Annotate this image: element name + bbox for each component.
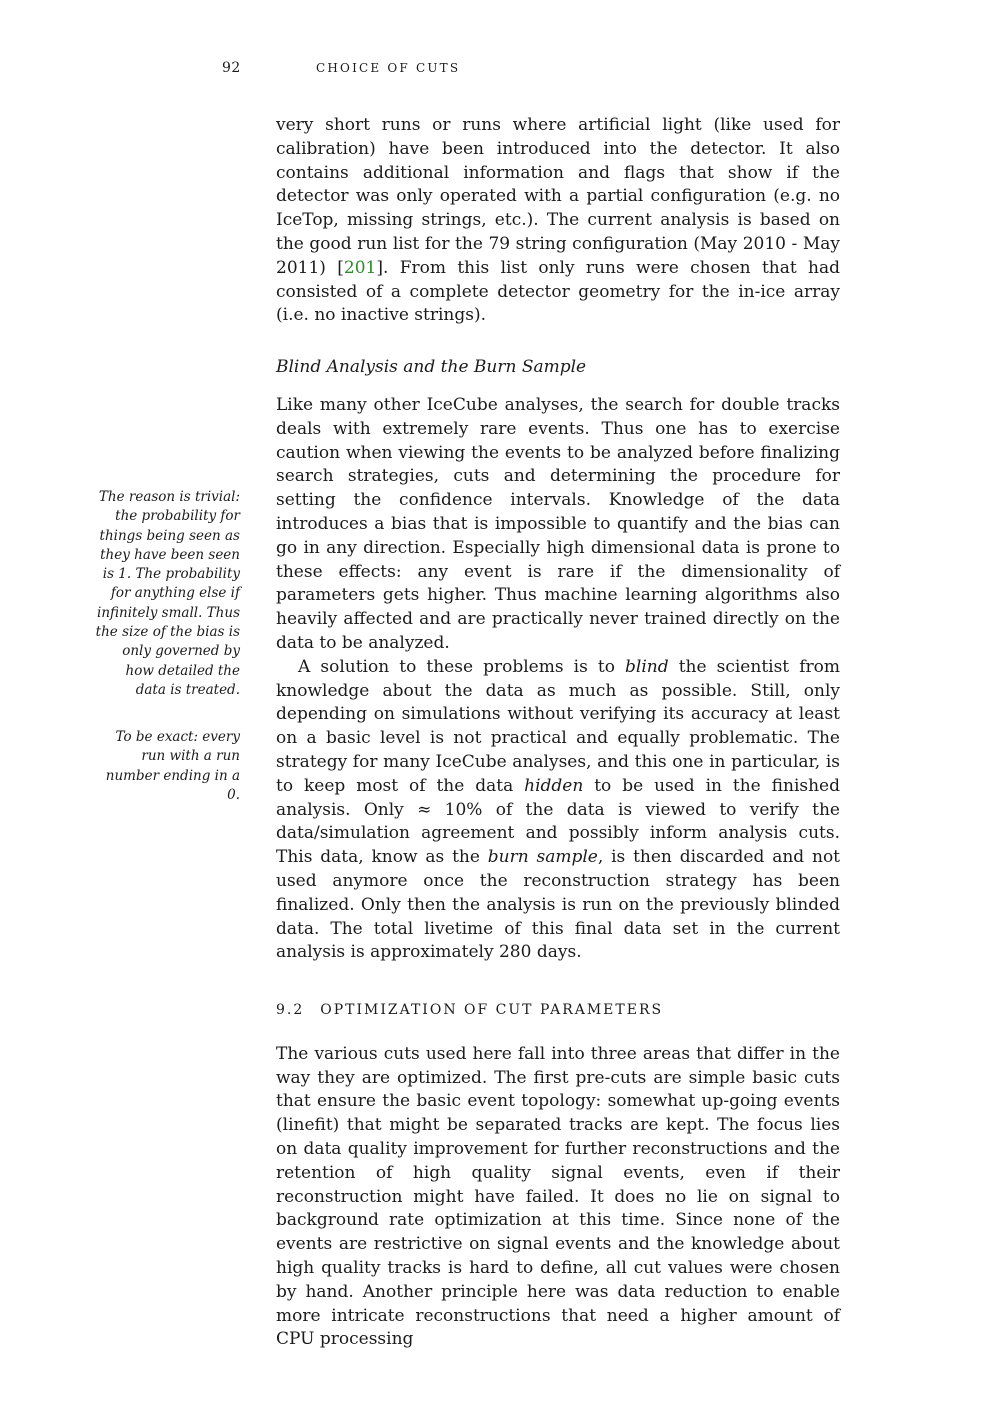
emphasis-blind: blind (625, 656, 669, 677)
citation-link[interactable]: 201 (343, 257, 377, 278)
running-header: CHOICE OF CUTS (316, 61, 461, 75)
paragraph-blind-analysis: Like many other IceCube analyses, the search for double tracks deals with extremely rare events. Thus one has to exercise caution when viewing the events to be analyzed before finalizing search strategies, cuts and determining the procedure for setting the confidence intervals. Knowledge of the data introduces a bias that is impossible to quantify and the bias can go in any direction. Especially high dimensional data is prone to these effects: any event is rare if the dimensionality of parameters gets higher. Thus machine learning algorithms also heavily affected and are practically never trained directly on the data to be analyzed. (276, 394, 840, 653)
margin-note-run-number: To be exact: every run with a run number ending in a 0. (105, 729, 240, 803)
emphasis-burn-sample: burn sample (487, 847, 598, 868)
paragraph-run-list: very short runs or runs where artificial light (like used for calibration) have been introduced into the detector. It also contains additional information and flags that show if the detector was only operated with a partial configuration (e.g. no IceTop, missing strings, etc.). The current analysis is based on the good run list for the 79 string configuration (May 2010 - May 2011) [201]. From this list only runs were chosen that had consisted of a complete detector geometry for the in-ice array (i.e. no inactive strings). (276, 115, 840, 326)
page-number: 92 (222, 60, 241, 76)
section-number: 9.2 (276, 1002, 305, 1019)
paragraph-cut-areas: The various cuts used here fall into three areas that differ in the way they are optimized. The first pre-cuts are simple basic cuts that ensure the basic event topology: somewhat up-going events (linefit) that might be separated tracks are kept. The focus lies on data quality improvement for further reconstructions and the retention of high quality signal events, even if their reconstruction might have failed. It does no lie on signal to background rate optimization at this time. Since none of the events are restrictive on signal events and the knowledge about high quality tracks is hard to define, all cut values were chosen by hand. Another principle here was data reduction to enable more intricate reconstructions that need a higher amount of CPU processing (276, 1043, 840, 1350)
section-heading (276, 999, 840, 1023)
margin-note-bias: The reason is trivial: the probability for things being seen as they have been seen is 1. The probability for anything else if infinitely small. Thus the size of the bias is only governed by how detailed the data is treated. (95, 489, 240, 698)
section-title: OPTIMIZATION OF CUT PARAMETERS (320, 1002, 664, 1019)
paragraph-burn-sample: A solution to these problems is to blind the scientist from knowledge about the data as much as possible. Still, only depending on simulations without verifying its accuracy at least on a basic level is not practical and equally problematic. The strategy for many IceCube analyses, and this one in particular, is to keep most of the data hidden to be used in the finished analysis. Only ≈ 10% of the data is viewed to verify the data/simulation agreement and possibly inform analysis cuts. This data, know as the burn sample, is then discarded and not used anymore once the reconstruction strategy has been finalized. Only then the analysis is run on the previously blinded data. The total livetime of this final data set in the current analysis is approximately 280 days. (276, 656, 841, 963)
main-text-column (276, 114, 840, 1352)
subsection-title: Blind Analysis and the Burn Sample (276, 357, 587, 378)
emphasis-hidden: hidden (524, 775, 584, 796)
